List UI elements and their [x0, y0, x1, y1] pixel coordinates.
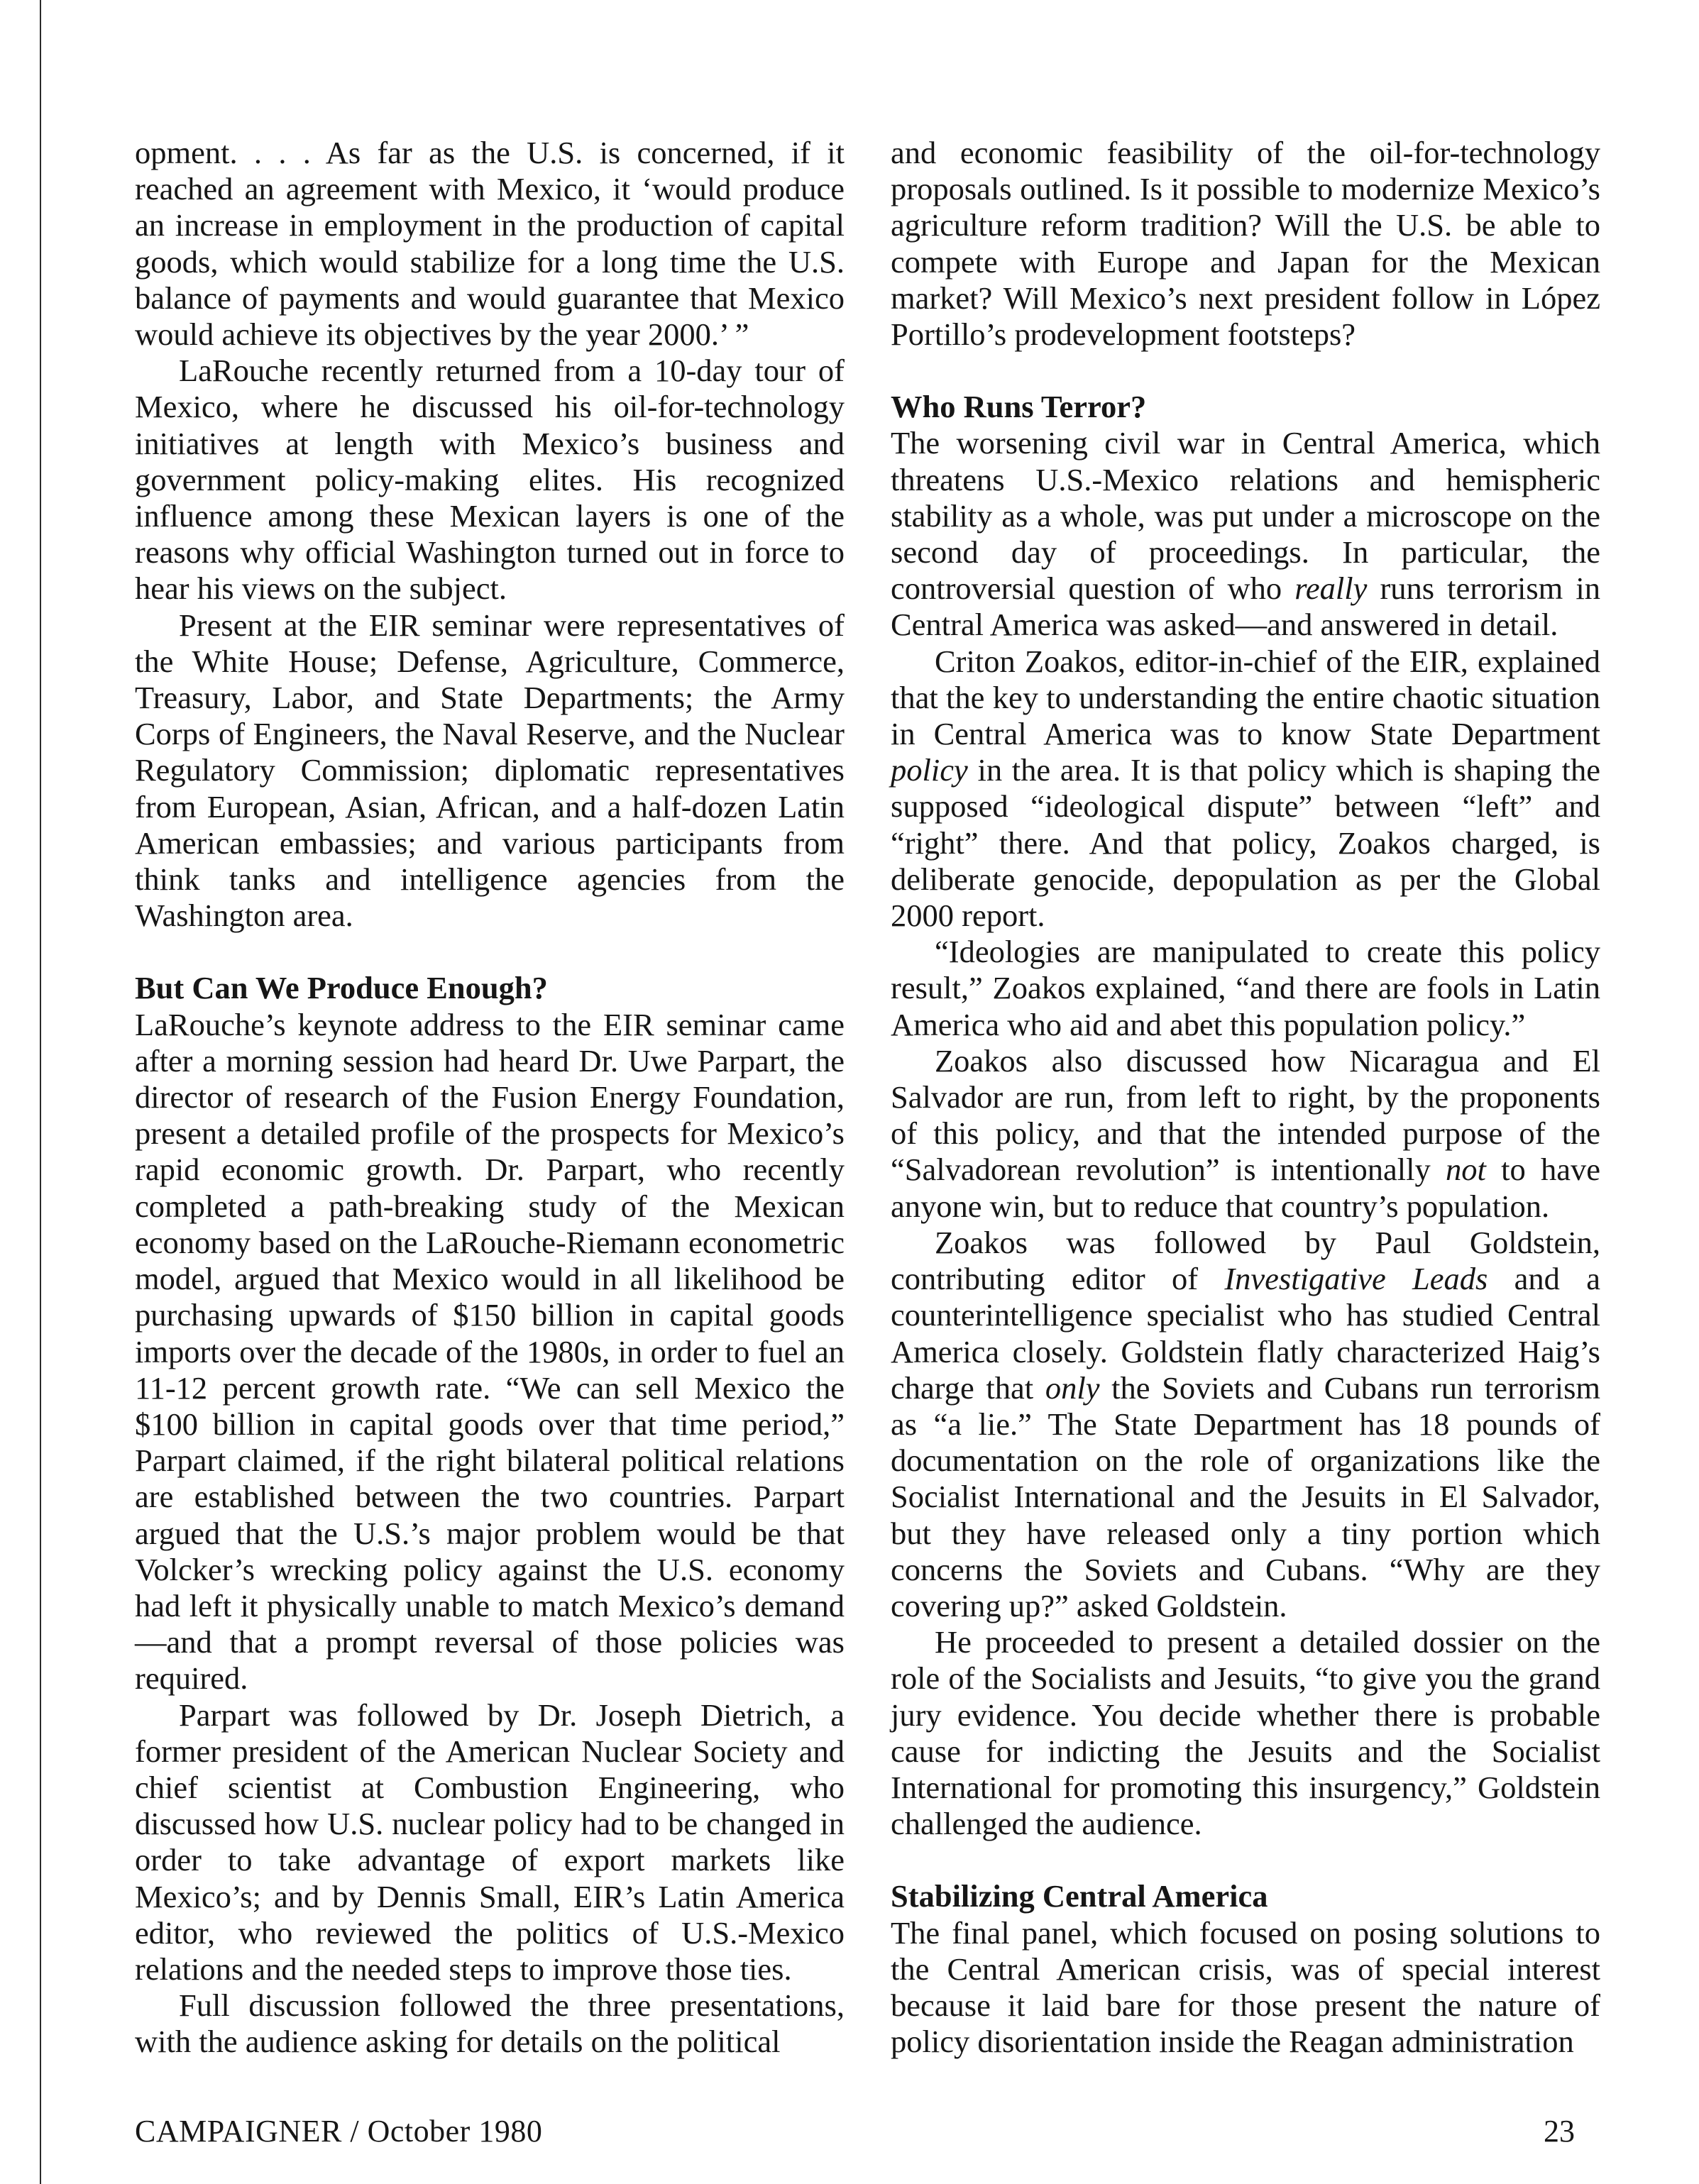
right-column	[891, 135, 1600, 2060]
paragraph: LaRouche recently returned from a 10-day tour of Mexico, where he discussed his oil-for-technology initiatives at length with Mexico’s business and government policy-making elites. His recognized influence among these Mexican layers is one of the reasons why official Washington turned out in force to hear his views on the subject.	[135, 353, 845, 607]
paragraph: Present at the EIR seminar were representatives of the White House; Defense, Agriculture, Commerce, Treasury, Labor, and State Departments; the Army Corps of Engineers, the Naval Reserve, and the Nuclear Regulatory Commission; diplomatic representatives from European, Asian, African, and a half-dozen Latin American embassies; and various participants from think tanks and intelligence agencies from the Washington area.	[135, 607, 845, 934]
paragraph: LaRouche’s keynote address to the EIR seminar came after a morning session had heard Dr. Uwe Parpart, the director of research of the Fusion Energy Foundation, present a detailed profile of the prospects for Mexico’s rapid economic growth. Dr. Parpart, who recently completed a path-breaking study of the Mexican economy based on the LaRouche-Riemann econometric model, argued that Mexico would in all likelihood be purchasing upwards of $150 billion in capital goods imports over the decade of the 1980s, in order to fuel an 11-12 percent growth rate. “We can sell Mexico the $100 billion in capital goods over that time period,” Parpart claimed, if the right bilateral political relations are established between the two countries. Parpart argued that the U.S.’s major problem would be that Volcker’s wrecking policy against the U.S. economy had left it physically unable to match Mexico’s demand—and that a prompt reversal of those policies was required.	[135, 1006, 845, 1697]
paragraph: Zoakos was followed by Paul Goldstein, contributing editor of Investigative Leads and a counterintelligence specialist who has studied Central America closely. Goldstein flatly characterized Haig’s charge that only the Soviets and Cubans run terrorism as “a lie.” The State Department has 18 pounds of documentation on the role of organizations like the Socialist International and the Jesuits in El Salvador, but they have released only a tiny portion which concerns the Soviets and Cubans. “Why are they covering up?” asked Goldstein.	[891, 1224, 1600, 1623]
binding-edge-line	[40, 0, 41, 2184]
paragraph: Full discussion followed the three presentations, with the audience asking for details on the political	[135, 1987, 845, 2060]
paragraph: Zoakos also discussed how Nicaragua and El Salvador are run, from left to right, by the proponents of this policy, and that the intended purpose of the “Salvadorean revolution” is intentionally not to have anyone win, but to reduce that country’s population.	[891, 1042, 1601, 1224]
section-heading: But Can We Produce Enough?	[135, 970, 548, 1006]
section-heading: Who Runs Terror?	[891, 389, 1147, 425]
paragraph: “Ideologies are manipulated to create this policy result,” Zoakos explained, “and there are fools in Latin America who aid and abet this population policy.”	[891, 934, 1600, 1042]
paragraph: and economic feasibility of the oil-for-technology proposals outlined. Is it possible to modernize Mexico’s agriculture reform tradition? Will the U.S. be able to compete with Europe and Japan for the Mexican market? Will Mexico’s next president follow in López Portillo’s prodevelopment footsteps?	[891, 135, 1600, 353]
paragraph: The final panel, which focused on posing solutions to the Central American crisis, was of special interest because it laid bare for those present the nature of policy disorientation inside the Reagan administration	[891, 1914, 1600, 2060]
paragraph: He proceeded to present a detailed dossier on the role of the Socialists and Jesuits, “to give you the grand jury evidence. You decide whether there is probable cause for indicting the Jesuits and the Socialist International for promoting this insurgency,” Goldstein challenged the audience.	[891, 1624, 1600, 1842]
section-heading: Stabilizing Central America	[891, 1878, 1268, 1914]
page-number: 23	[1544, 2114, 1575, 2149]
paragraph: Criton Zoakos, editor-in-chief of the EIR, explained that the key to understanding the entire chaotic situation in Central America was to know State Department policy in the area. It is that policy which is shaping the supposed “ideological dispute” between “left” and “right” there. And that policy, Zoakos charged, is deliberate genocide, depopulation as per the Global 2000 report.	[891, 643, 1600, 934]
paragraph: opment. . . . As far as the U.S. is concerned, if it reached an agreement with Mexico, it ‘would produce an increase in employment in the production of capital goods, which would stabilize for a long time the U.S. balance of payments and would guarantee that Mexico would achieve its objectives by the year 2000.’ ”	[135, 135, 845, 353]
publication-footer: CAMPAIGNER / October 1980	[135, 2114, 543, 2149]
left-column	[135, 135, 845, 2061]
paragraph: Parpart was followed by Dr. Joseph Dietrich, a former president of the American Nuclear Society and chief scientist at Combustion Engineering, who discussed how U.S. nuclear policy had to be changed in order to take advantage of export markets like Mexico’s; and by Dennis Small, EIR’s Latin America editor, who reviewed the politics of U.S.-Mexico relations and the needed steps to improve those ties.	[135, 1697, 845, 1987]
paragraph: The worsening civil war in Central America, which threatens U.S.-Mexico relations and hemispheric stability as a whole, was put under a microscope on the second day of proceedings. In particular, the controversial question of who really runs terrorism in Central America was asked—and answered in detail.	[891, 425, 1600, 643]
